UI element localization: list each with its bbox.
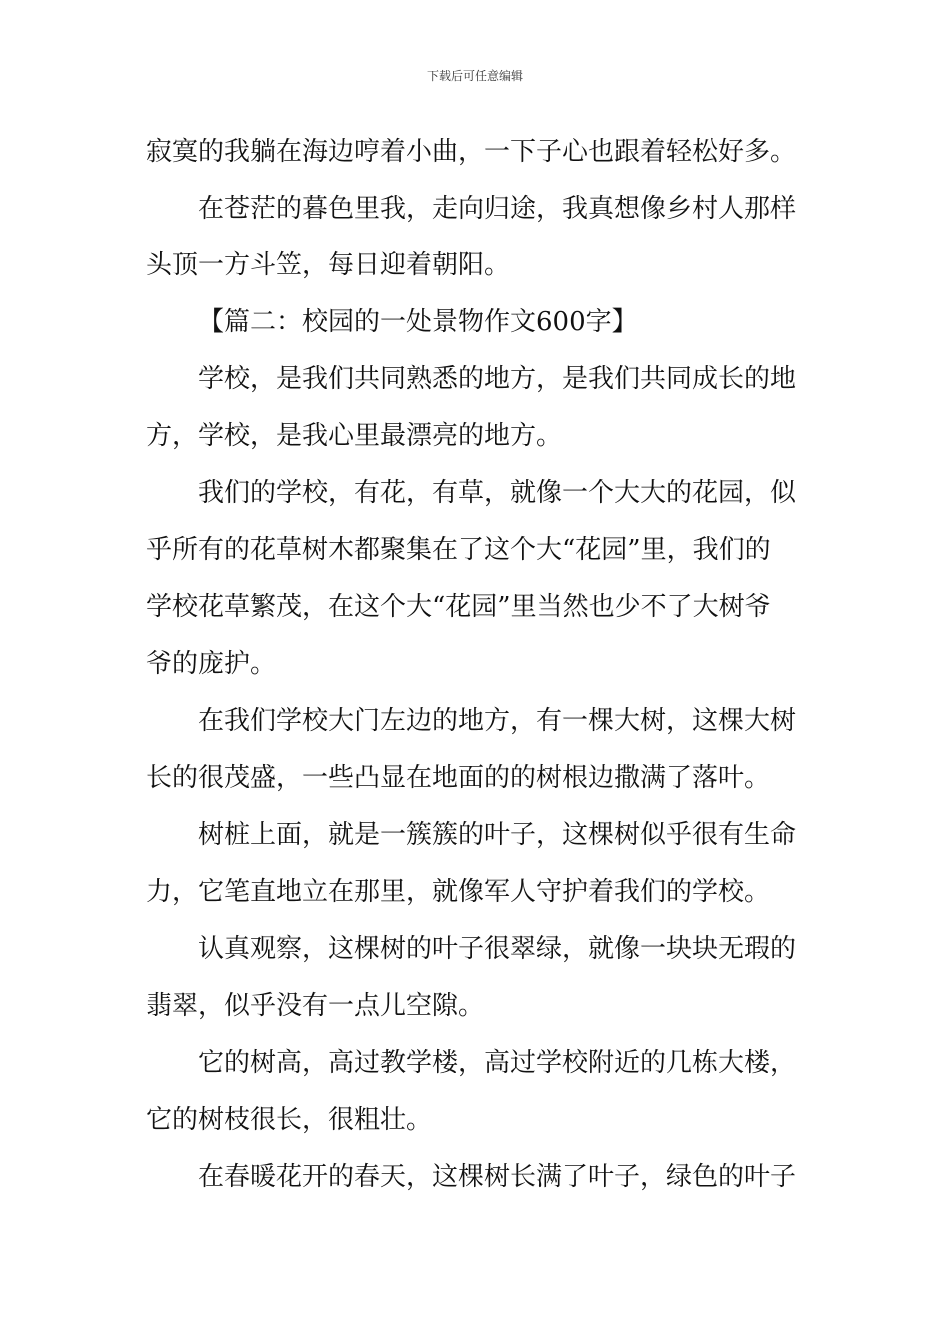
page-header: 下载后可任意编辑 [426, 69, 523, 83]
text-line: 寂寞的我躺在海边哼着小曲，一下子心也跟着轻松好多。 [146, 137, 797, 167]
text-line: 树桩上面，就是一簇簇的叶子，这棵树似乎很有生命 [198, 820, 797, 850]
text-line: 翡翠，似乎没有一点儿空隙。 [146, 991, 485, 1021]
text-line: 认真观察，这棵树的叶子很翠绿，就像一块块无瑕的 [198, 934, 797, 964]
text-line: 它的树枝很长，很粗壮。 [146, 1105, 433, 1135]
text-line: 学校花草繁茂，在这个大“花园”里当然也少不了大树爷 [146, 592, 771, 622]
text-line: 长的很茂盛，一些凸显在地面的的树根边撒满了落叶。 [146, 763, 771, 793]
text-line: 方，学校，是我心里最漂亮的地方。 [146, 421, 563, 451]
text-line: 在我们学校大门左边的地方，有一棵大树，这棵大树 [198, 706, 797, 736]
text-line: 爷的庞护。 [146, 649, 277, 679]
text-line: 头顶一方斗笠，每日迎着朝阳。 [146, 250, 511, 280]
section-heading: 【篇二：校园的一处景物作文600字】 [198, 307, 638, 337]
text-line: 乎所有的花草树木都聚集在了这个大“花园”里，我们的 [146, 535, 771, 565]
text-line: 学校，是我们共同熟悉的地方，是我们共同成长的地 [198, 364, 797, 394]
text-line: 在春暖花开的春天，这棵树长满了叶子，绿色的叶子 [198, 1162, 797, 1192]
text-line: 在苍茫的暮色里我，走向归途，我真想像乡村人那样 [198, 194, 797, 224]
text-line: 我们的学校，有花，有草，就像一个大大的花园，似 [198, 478, 797, 508]
text-line: 力，它笔直地立在那里，就像军人守护着我们的学校。 [146, 877, 771, 907]
text-line: 它的树高，高过教学楼，高过学校附近的几栋大楼， [198, 1048, 797, 1078]
